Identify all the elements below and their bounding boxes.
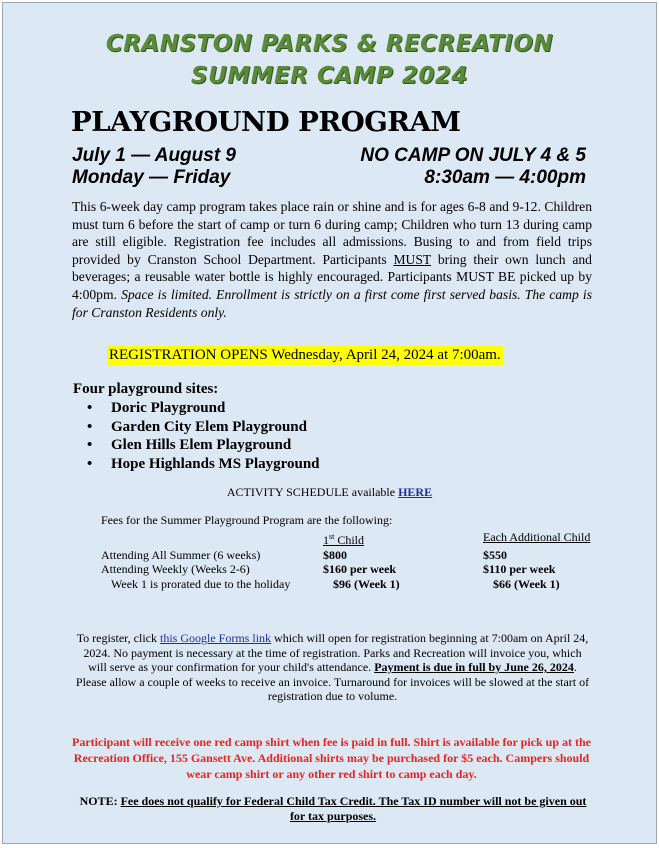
program-heading: PLAYGROUND PROGRAM — [71, 107, 461, 138]
sites-list — [87, 399, 320, 473]
camp-days: Monday — Friday — [72, 167, 231, 188]
title-line1: CRANSTON PARKS & RECREATION — [105, 31, 554, 57]
fee-additional: $550 — [483, 547, 507, 562]
note-label: NOTE: — [79, 794, 121, 808]
title-line2: SUMMER CAMP 2024 — [191, 63, 468, 89]
fees-section — [101, 513, 591, 591]
register-text: To register, click — [76, 631, 161, 645]
fee-label: Attending All Summer (6 weeks) — [101, 547, 261, 562]
site-item: • Doric Playground — [87, 399, 320, 418]
flyer-page — [2, 2, 657, 844]
google-forms-link[interactable]: this Google Forms link — [160, 631, 272, 645]
activity-schedule-link[interactable]: HERE — [398, 485, 433, 499]
register-text-3: . Please allow a couple of weeks to receive an invoice. Turnaround for invoices will be slowed at the start of registration due to volume. — [75, 660, 590, 703]
table-row — [101, 530, 590, 548]
camp-hours: 8:30am — 4:00pm — [424, 167, 586, 188]
table-row — [101, 562, 590, 577]
tax-note — [73, 794, 593, 824]
no-camp-notice: NO CAMP ON JULY 4 & 5 — [360, 145, 586, 166]
description-italic: Space is limited. Enrollment is strictly on a first come first served basis. The camp is for Cranston Residents only. — [72, 286, 592, 320]
payment-due: Payment is due in full by June 26, 2024 — [374, 660, 574, 674]
activity-text: ACTIVITY SCHEDULE available — [226, 485, 399, 499]
must-emphasis: MUST — [393, 251, 431, 267]
site-item: • Glen Hills Elem Playground — [87, 436, 320, 455]
program-description — [72, 198, 592, 321]
first-child-header: 1st Child — [323, 532, 365, 547]
fees-intro: Fees for the Summer Playground Program are the following: — [101, 513, 393, 527]
fee-first: $96 (Week 1) — [333, 576, 400, 591]
date-range: July 1 — August 9 — [72, 145, 236, 166]
registration-instructions — [75, 631, 590, 704]
shirt-notice: Participant will receive one red camp shirt when fee is paid in full. Shirt is available for pick up at the Recreation Office, 155 Gansett Ave. Additional shirts may be purchased for $5 each. Campers should wear camp shirt or any other red shirt to camp each day. — [72, 735, 591, 781]
description-text-2: bring their own lunch and beverages; a reusable water bottle is highly encouraged. Participants MUST BE picked up by 4:00pm. — [72, 251, 592, 302]
register-text-2: which will open for registration beginning at 7:00am on April 24, 2024. No payment is necessary at the time of registration. Parks and Recreation will invoice you, which will serve as your confirmation for your child's attendance. — [83, 631, 589, 674]
site-item: • Hope Highlands MS Playground — [87, 455, 320, 474]
fee-label: Week 1 is prorated due to the holiday — [111, 576, 291, 591]
activity-schedule — [3, 485, 656, 500]
fees-table — [101, 530, 590, 591]
sites-heading: Four playground sites: — [73, 381, 219, 397]
fee-label: Attending Weekly (Weeks 2-6) — [101, 562, 250, 576]
table-row — [101, 577, 590, 592]
registration-opens-banner: REGISTRATION OPENS Wednesday, April 24, 2024 at 7:00am. — [109, 347, 501, 363]
additional-child-header: Each Additional Child — [483, 530, 591, 544]
description-text: This 6-week day camp program takes place rain or shine and is for ages 6-8 and 9-12. Children must turn 6 before the start of camp or turn 6 during camp; Children who turn 13 during camp are still eligible. Registration fee includes all admissions. Busing to and from field trips provided by Cranston School Department. Participants — [72, 199, 592, 267]
table-row — [101, 548, 590, 563]
site-item: • Garden City Elem Playground — [87, 418, 320, 437]
fee-first: $160 per week — [323, 562, 397, 576]
fee-first: $800 — [323, 547, 347, 562]
fee-additional: $66 (Week 1) — [493, 576, 560, 591]
fee-additional: $110 per week — [483, 562, 556, 576]
note-text: Fee does not qualify for Federal Child Tax Credit. The Tax ID number will not be given out for tax purposes. — [120, 794, 587, 823]
